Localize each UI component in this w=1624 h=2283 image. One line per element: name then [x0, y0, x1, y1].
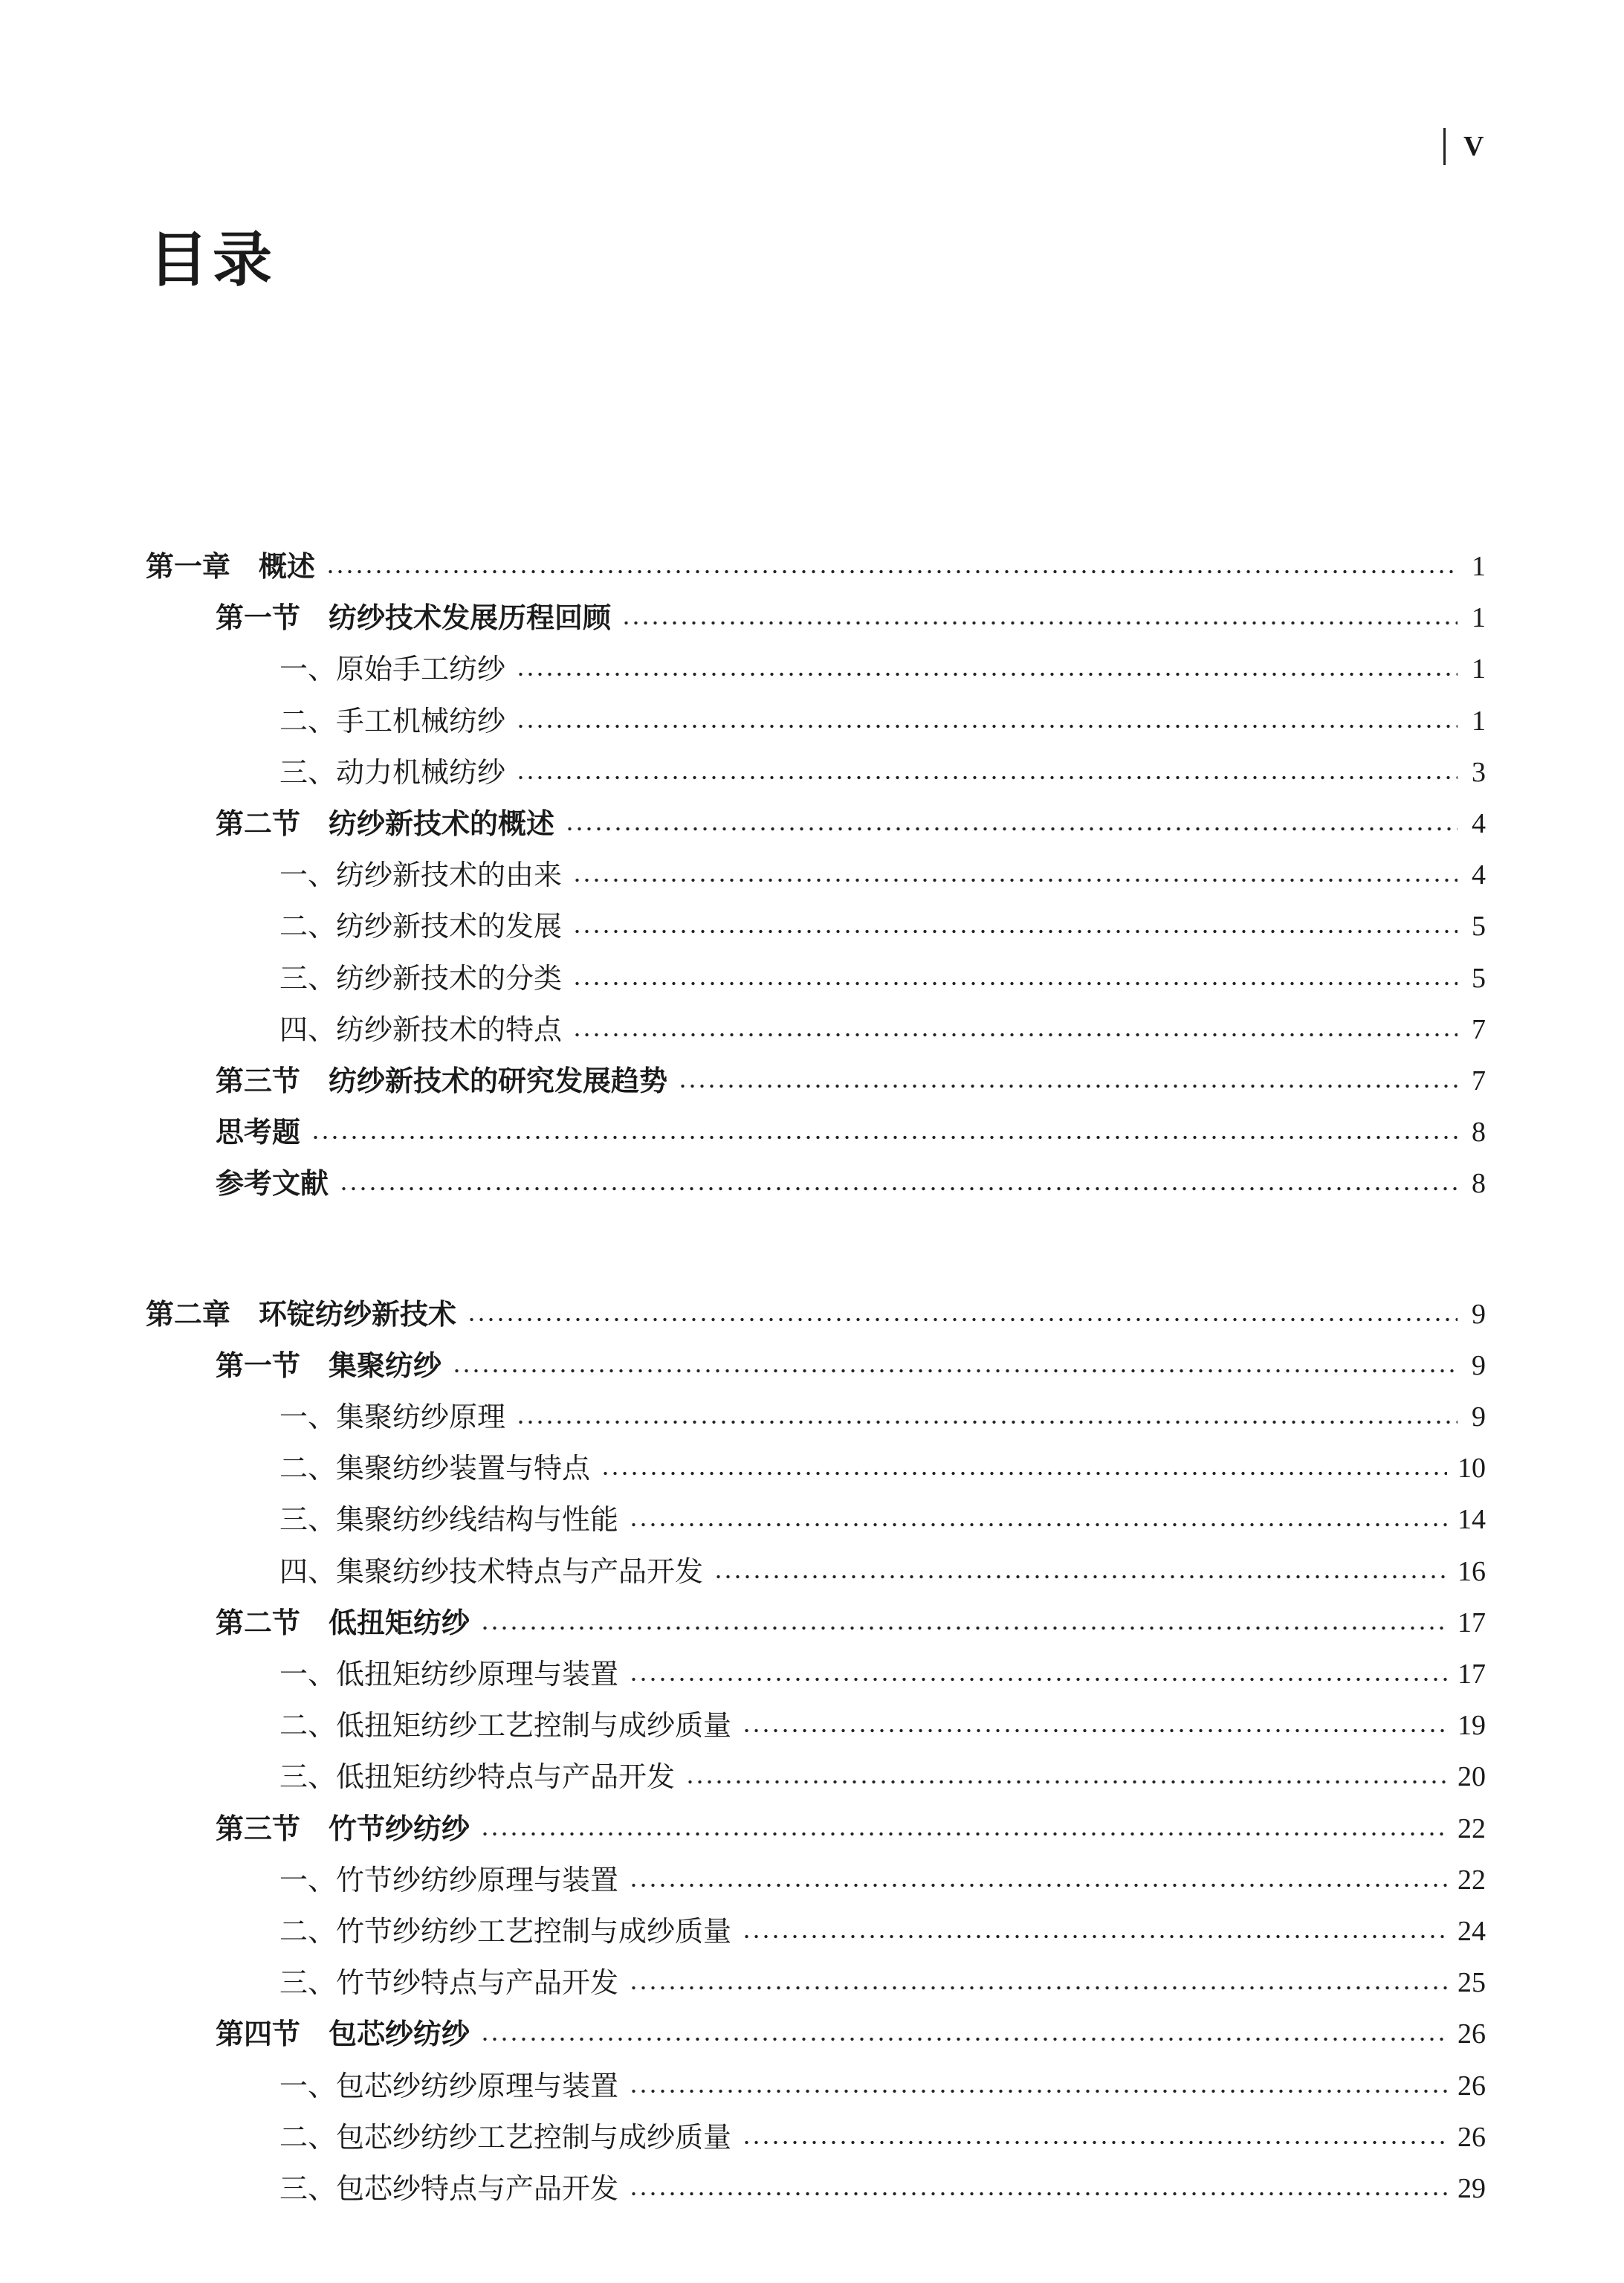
dot-leader: [480, 2036, 1447, 2042]
toc-entry-page-number: 29: [1458, 2173, 1486, 2204]
dot-leader: [714, 1574, 1447, 1580]
toc-entry-item[interactable]: [0, 647, 1486, 691]
toc-entry-title: 二、竹节纱纺纱工艺控制与成纱质量: [279, 1915, 732, 1948]
toc-entry-item[interactable]: [0, 1909, 1486, 1954]
toc-entry-item[interactable]: [0, 853, 1486, 897]
toc-entry-page-number: 1: [1472, 705, 1486, 737]
toc-entry-title: 二、包芯纱纺纱工艺控制与成纱质量: [279, 2120, 732, 2154]
toc-entry-title: 一、低扭矩纺纱原理与装置: [279, 1658, 619, 1691]
toc-entry-title: 一、原始手工纺纱: [279, 653, 506, 686]
dot-leader: [629, 1522, 1447, 1528]
toc-entry-page-number: 26: [1458, 2121, 1486, 2153]
toc-entry-page-number: 8: [1472, 1168, 1486, 1200]
toc-entry-chapter[interactable]: [0, 1292, 1486, 1337]
dot-leader: [621, 620, 1458, 626]
toc-entry-page-number: 20: [1458, 1761, 1486, 1793]
toc-entry-page-number: 17: [1458, 1607, 1486, 1638]
toc-entry-title: 二、手工机械纺纱: [279, 704, 506, 737]
dot-leader: [311, 1134, 1458, 1140]
dot-leader: [629, 2088, 1447, 2094]
toc-entry-title: 第二章 环锭纺纱新技术: [146, 1297, 457, 1331]
toc-entry-title: 思考题: [216, 1116, 301, 1149]
toc-entry-title: 三、包芯纱特点与产品开发: [279, 2172, 619, 2205]
toc-entry-title: 二、低扭矩纺纱工艺控制与成纱质量: [279, 1709, 732, 1743]
toc-entry-page-number: 7: [1472, 1065, 1486, 1097]
toc-entry-item[interactable]: [0, 750, 1486, 795]
toc-entry-page-number: 26: [1458, 2070, 1486, 2102]
toc-entry-title: 一、集聚纺纱原理: [279, 1401, 506, 1433]
toc-entry-title: 三、纺纱新技术的分类: [279, 961, 563, 995]
toc-entry-title: 三、集聚纺纱线结构与性能: [279, 1503, 619, 1537]
toc-heading: 目录: [149, 225, 276, 294]
dot-leader: [629, 1676, 1447, 1682]
toc-entry-page-number: 8: [1472, 1117, 1486, 1149]
toc-entry-page-number: 1: [1472, 551, 1486, 582]
dot-leader: [480, 1625, 1447, 1631]
dot-leader: [629, 2191, 1447, 2197]
toc-entry-section[interactable]: [0, 595, 1486, 640]
toc-entry-page-number: 25: [1458, 1967, 1486, 1999]
dot-leader: [326, 569, 1458, 575]
toc-entry-item[interactable]: [0, 2064, 1486, 2108]
toc-entry-page-number: 22: [1458, 1812, 1486, 1844]
toc-entry-page-number: 14: [1458, 1504, 1486, 1536]
toc-entry-item[interactable]: [0, 904, 1486, 949]
toc-entry-section[interactable]: [0, 1161, 1486, 1206]
toc-entry-title: 三、低扭矩纺纱特点与产品开发: [279, 1760, 676, 1794]
dot-leader: [516, 1419, 1458, 1425]
dot-leader: [572, 877, 1458, 883]
toc-entry-title: 第一节 集聚纺纱: [216, 1349, 442, 1382]
dot-leader: [572, 929, 1458, 934]
toc-entry-page-number: 9: [1472, 1298, 1486, 1330]
toc-entry-item[interactable]: [0, 1960, 1486, 2005]
toc-entry-title: 一、包芯纱纺纱原理与装置: [279, 2069, 619, 2102]
toc-entry-item[interactable]: [0, 1497, 1486, 1542]
toc-entry-title: 第三节 纺纱新技术的研究发展趋势: [216, 1065, 668, 1097]
toc-entry-item[interactable]: [0, 956, 1486, 1001]
toc-entry-item[interactable]: [0, 1754, 1486, 1799]
toc-entry-section[interactable]: [0, 1110, 1486, 1155]
toc-entry-title: 一、竹节纱纺纱原理与装置: [279, 1863, 619, 1896]
toc-entry-section[interactable]: [0, 1343, 1486, 1388]
toc-entry-page-number: 17: [1458, 1659, 1486, 1690]
dot-leader: [516, 775, 1458, 781]
toc-entry-section[interactable]: [0, 801, 1486, 846]
toc-entry-page-number: 4: [1472, 808, 1486, 839]
toc-entry-title: 第一节 纺纱技术发展历程回顾: [216, 601, 612, 635]
dot-leader: [678, 1083, 1458, 1089]
dot-leader: [572, 981, 1458, 986]
dot-leader: [452, 1368, 1458, 1374]
toc-entry-title: 二、纺纱新技术的发展: [279, 910, 563, 943]
toc-entry-section[interactable]: [0, 1806, 1486, 1851]
dot-leader: [565, 826, 1458, 832]
toc-entry-title: 一、纺纱新技术的由来: [279, 859, 563, 892]
toc-entry-title: 参考文献: [216, 1167, 329, 1201]
toc-entry-page-number: 10: [1458, 1453, 1486, 1485]
toc-entry-title: 第二节 纺纱新技术的概述: [216, 807, 555, 840]
toc-entry-section[interactable]: [0, 2012, 1486, 2056]
toc-entry-title: 三、动力机械纺纱: [279, 755, 506, 789]
toc-entry-page-number: 9: [1472, 1349, 1486, 1381]
dot-leader: [629, 1882, 1447, 1888]
toc-entry-title: 第二节 低扭矩纺纱: [216, 1606, 470, 1639]
toc-entry-page-number: 3: [1472, 756, 1486, 788]
toc-entry-title: 四、集聚纺纱技术特点与产品开发: [279, 1554, 704, 1588]
toc-entry-page-number: 5: [1472, 911, 1486, 943]
toc-entry-page-number: 24: [1458, 1916, 1486, 1947]
toc-entry-page-number: 22: [1458, 1864, 1486, 1896]
toc-entry-title: 三、竹节纱特点与产品开发: [279, 1966, 619, 2000]
toc-entry-title: 第四节 包芯纱纺纱: [216, 2018, 470, 2051]
dot-leader: [339, 1186, 1458, 1192]
toc-entry-section[interactable]: [0, 1601, 1486, 1645]
toc-entry-page-number: 5: [1472, 962, 1486, 994]
toc-entry-item[interactable]: [0, 1007, 1486, 1052]
toc-entry-title: 第三节 竹节纱纺纱: [216, 1812, 470, 1845]
dot-leader: [742, 1934, 1447, 1940]
toc-entry-item[interactable]: [0, 1446, 1486, 1491]
dot-leader: [480, 1831, 1447, 1837]
dot-leader: [467, 1317, 1458, 1323]
toc-entry-item[interactable]: [0, 1703, 1486, 1748]
toc-entry-item[interactable]: [0, 2166, 1486, 2211]
toc-entry-page-number: 1: [1472, 653, 1486, 685]
toc-entry-title: 二、集聚纺纱装置与特点: [279, 1452, 591, 1485]
dot-leader: [516, 723, 1458, 729]
toc-entry-item[interactable]: [0, 2115, 1486, 2160]
dot-leader: [742, 1728, 1447, 1734]
dot-leader: [601, 1470, 1447, 1476]
dot-leader: [629, 1985, 1447, 1991]
toc-entry-item[interactable]: [0, 1858, 1486, 1902]
toc-entry-item[interactable]: [0, 1395, 1486, 1439]
toc-entry-section[interactable]: [0, 1059, 1486, 1103]
toc-entry-title: 四、纺纱新技术的特点: [279, 1013, 563, 1046]
toc-entry-title: 第一章 概述: [146, 550, 316, 583]
dot-leader: [572, 1032, 1458, 1038]
toc-entry-page-number: 4: [1472, 859, 1486, 891]
toc-entry-page-number: 1: [1472, 602, 1486, 634]
toc-entry-chapter[interactable]: [0, 544, 1486, 589]
toc-entry-item[interactable]: [0, 1652, 1486, 1696]
toc-entry-page-number: 7: [1472, 1013, 1486, 1045]
toc-entry-page-number: 9: [1472, 1401, 1486, 1433]
toc-entry-page-number: 19: [1458, 1710, 1486, 1742]
dot-leader: [685, 1779, 1447, 1785]
toc-entry-item[interactable]: [0, 699, 1486, 743]
toc-entry-item[interactable]: [0, 1549, 1486, 1594]
toc-entry-page-number: 26: [1458, 2018, 1486, 2050]
dot-leader: [742, 2140, 1447, 2145]
dot-leader: [516, 671, 1458, 677]
page-number: V: [1443, 128, 1484, 165]
toc-entry-page-number: 16: [1458, 1555, 1486, 1587]
